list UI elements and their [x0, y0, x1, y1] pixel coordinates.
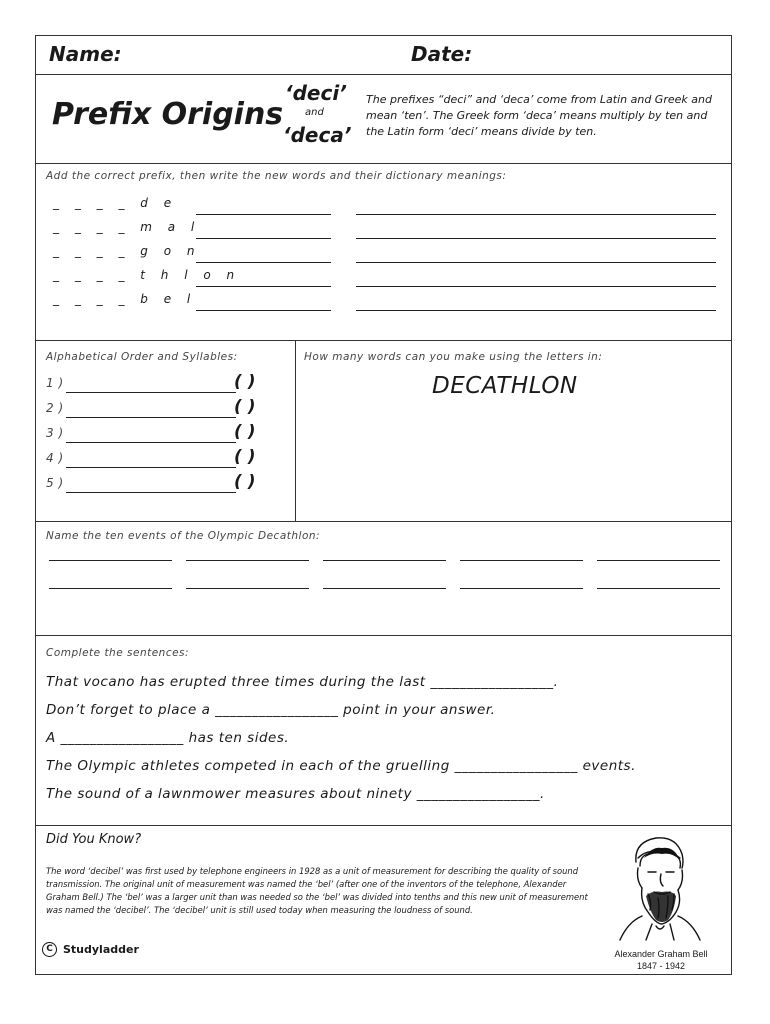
meaning-line[interactable] [356, 238, 716, 239]
events-title: Name the ten events of the Olympic Decathlon: [46, 530, 321, 542]
event-line[interactable] [460, 588, 583, 589]
meaning-line[interactable] [356, 214, 716, 215]
sentences-section [36, 636, 731, 826]
sentences-title: Complete the sentences: [46, 647, 190, 659]
did-you-know-title: Did You Know? [46, 832, 142, 847]
copyright-icon: C [42, 942, 57, 957]
word-stem: _ _ _ _ b e l [53, 292, 197, 306]
row-number: 1 ) [46, 376, 64, 390]
event-line[interactable] [597, 588, 720, 589]
word-line[interactable] [66, 417, 236, 418]
row-number: 2 ) [46, 401, 64, 415]
row-number: 3 ) [46, 426, 64, 440]
syllable-box[interactable]: ( ) [234, 472, 256, 492]
new-word-line[interactable] [196, 262, 331, 263]
word-stem: _ _ _ _ t h l o n [53, 268, 241, 282]
prefix-section [36, 164, 731, 341]
meaning-line[interactable] [356, 286, 716, 287]
sentence: The sound of a lawnmower measures about ninety _________________. [46, 786, 545, 802]
word-line[interactable] [66, 442, 236, 443]
word-stem: _ _ _ _ d e [53, 196, 178, 210]
syllable-box[interactable]: ( ) [234, 447, 256, 467]
did-you-know-section [36, 826, 731, 974]
prefix-deci: ‘deci’ [285, 81, 347, 105]
sentence: That vocano has erupted three times during the last _________________. [46, 674, 559, 690]
studyladder-logo [42, 942, 139, 957]
prefix-deca: ‘deca’ [283, 123, 352, 147]
event-line[interactable] [597, 560, 720, 561]
meaning-line[interactable] [356, 262, 716, 263]
word-stem: _ _ _ _ m a l [53, 220, 201, 234]
new-word-line[interactable] [196, 214, 331, 215]
name-label: Name: [49, 42, 122, 66]
words-title: How many words can you make using the letters in: [304, 351, 603, 363]
portrait-years: 1847 - 1942 [636, 961, 686, 971]
portrait-name: Alexander Graham Bell [614, 949, 708, 959]
event-line[interactable] [49, 588, 172, 589]
word-stem: _ _ _ _ g o n [53, 244, 201, 258]
word-line[interactable] [66, 467, 236, 468]
name-date-row [36, 36, 731, 75]
row-number: 5 ) [46, 476, 64, 490]
and-label: and [305, 107, 324, 118]
syllable-box[interactable]: ( ) [234, 372, 256, 392]
sentence: Don’t forget to place a _________________ point in your answer. [46, 702, 496, 718]
row-number: 4 ) [46, 451, 64, 465]
portrait-caption [601, 948, 721, 972]
did-you-know-text: The word ‘decibel’ was first used by telephone engineers in 1928 as a unit of measurement for describing the quality of sound transmission. The original unit of measurement was named the ‘bel’ (after one of the inventors of the telephone, Alexander Graham Bell.) The ‘bel’ was a larger unit than was needed so the ‘bel’ was divided into tenths and this new unit of measurement was named the ‘decibel’. The ‘decibel’ unit is still used today when measuring the loudness of sound. [46, 866, 588, 915]
brand-name: Studyladder [63, 943, 139, 956]
title-section [36, 75, 731, 164]
word-line[interactable] [66, 392, 236, 393]
page-title: Prefix Origins [52, 97, 284, 132]
event-line[interactable] [49, 560, 172, 561]
events-section [36, 522, 731, 636]
new-word-line[interactable] [196, 310, 331, 311]
event-line[interactable] [186, 560, 309, 561]
portrait-image [612, 832, 708, 942]
target-word: DECATHLON [432, 373, 578, 399]
new-word-line[interactable] [196, 238, 331, 239]
title-description: The prefixes “deci” and ‘deca’ come from Latin and Greek and mean ‘ten’. The Greek form ‘deca’ means multiply by ten and the Latin form ‘deci’ means divide by ten. [366, 93, 712, 138]
alpha-words-section [36, 341, 731, 522]
event-line[interactable] [323, 560, 446, 561]
event-line[interactable] [323, 588, 446, 589]
alpha-title: Alphabetical Order and Syllables: [46, 351, 238, 363]
prefix-instruction: Add the correct prefix, then write the new words and their dictionary meanings: [46, 170, 507, 182]
syllable-box[interactable]: ( ) [234, 397, 256, 417]
date-label: Date: [411, 42, 473, 66]
worksheet [35, 35, 732, 975]
word-line[interactable] [66, 492, 236, 493]
meaning-line[interactable] [356, 310, 716, 311]
event-line[interactable] [460, 560, 583, 561]
sentence: A _________________ has ten sides. [46, 730, 290, 746]
event-line[interactable] [186, 588, 309, 589]
syllable-box[interactable]: ( ) [234, 422, 256, 442]
divider [295, 341, 296, 522]
new-word-line[interactable] [196, 286, 331, 287]
sentence: The Olympic athletes competed in each of the gruelling _________________ events. [46, 758, 636, 774]
